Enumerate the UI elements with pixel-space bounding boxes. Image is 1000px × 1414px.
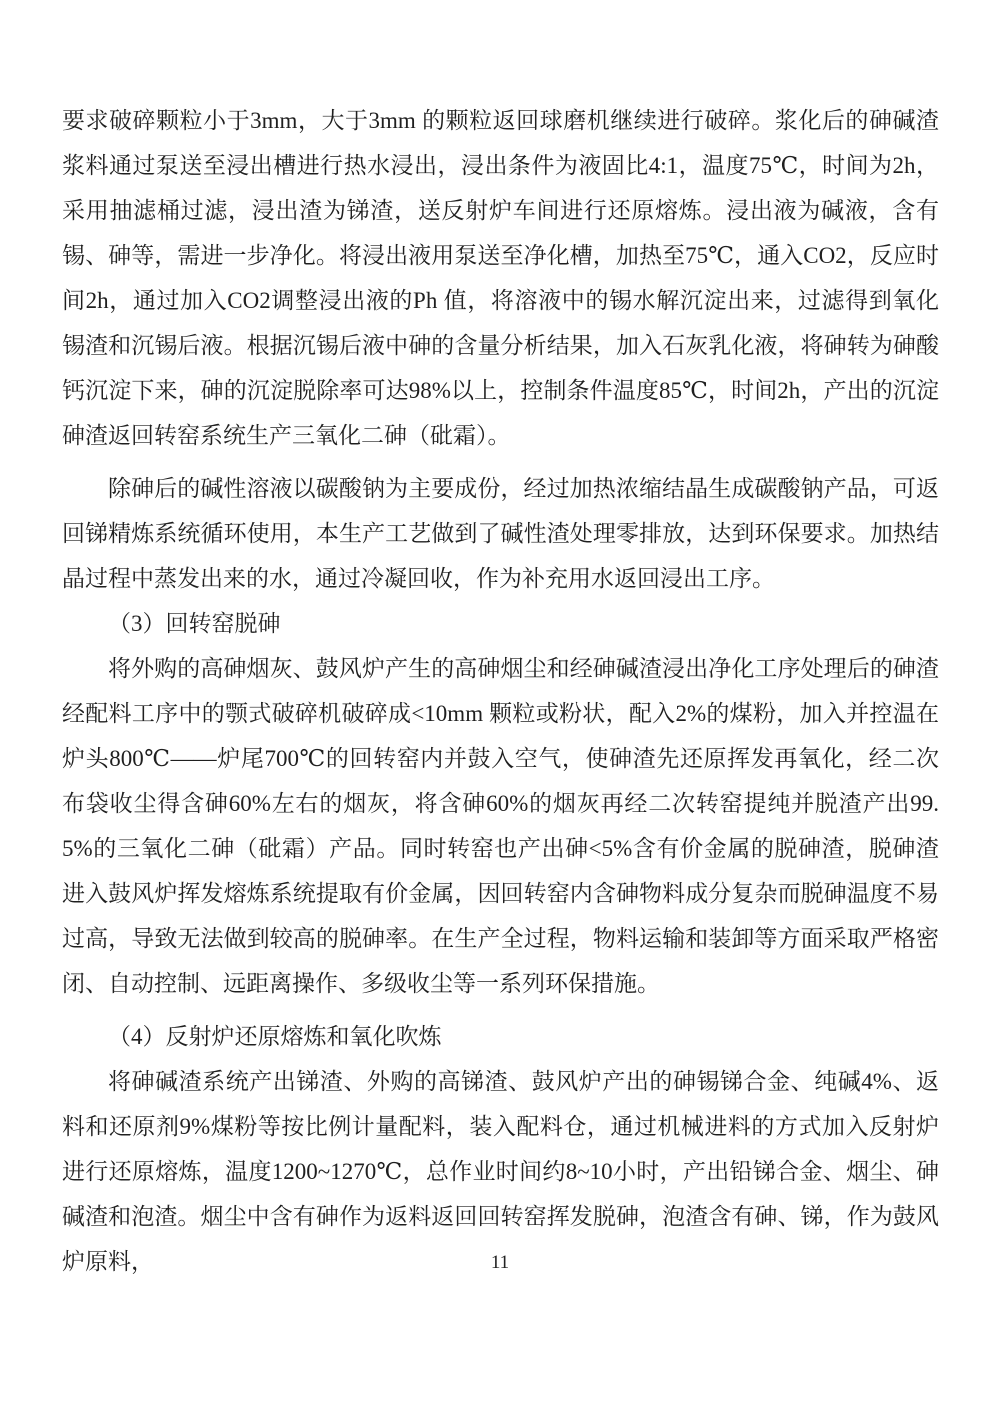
document-body (62, 98, 939, 1284)
paragraph-crushing-leaching-purification: 要求破碎颗粒小于3mm，大于3mm 的颗粒返回球磨机继续进行破碎。浆化后的砷碱渣浆料通过泵送至浸出槽进行热水浸出，浸出条件为液固比4:1，温度75℃，时间为2h，采用抽滤桶过滤，浸出渣为锑渣，送反射炉车间进行还原熔炼。浸出液为碱液，含有锡、砷等，需进一步净化。将浸出液用泵送至净化槽，加热至75℃，通入CO2，反应时间2h，通过加入CO2调整浸出液的Ph 值，将溶液中的锡水解沉淀出来，过滤得到氧化锡渣和沉锡后液。根据沉锡后液中砷的含量分析结果，加入石灰乳化液，将砷转为砷酸钙沉淀下来，砷的沉淀脱除率可达98%以上，控制条件温度85℃，时间2h，产出的沉淀砷渣返回转窑系统生产三氧化二砷（砒霜）。 (62, 108, 939, 448)
paragraph-reverberatory-smelting: 将砷碱渣系统产出锑渣、外购的高锑渣、鼓风炉产出的砷锡锑合金、纯碱4%、返料和还原剂9%煤粉等按比例计量配料，装入配料仓，通过机械进料的方式加入反射炉进行还原熔炼，温度1200~1270℃，总作业时间约8~10小时，产出铅锑合金、烟尘、砷碱渣和泡渣。烟尘中含有砷作为返料返回回转窑挥发脱砷，泡渣含有砷、锑，作为鼓风炉原料， (62, 1069, 939, 1274)
paragraph-rotary-kiln-process: 将外购的高砷烟灰、鼓风炉产生的高砷烟尘和经砷碱渣浸出净化工序处理后的砷渣经配料工序中的颚式破碎机破碎成<10mm 颗粒或粉状，配入2%的煤粉，加入并控温在炉头800℃——炉尾700℃的回转窑内并鼓入空气，使砷渣先还原挥发再氧化，经二次布袋收尘得含砷60%左右的烟灰，将含砷60%的烟灰再经二次转窑提纯并脱渣产出99.5%的三氧化二砷（砒霜）产品。同时转窑也产出砷<5%含有价金属的脱砷渣，脱砷渣进入鼓风炉挥发熔炼系统提取有价金属，因回转窑内含砷物料成分复杂而脱砷温度不易过高，导致无法做到较高的脱砷率。在生产全过程，物料运输和装卸等方面采取严格密闭、自动控制、远距离操作、多级收尘等一系列环保措施。 (62, 656, 939, 996)
page-number: 11 (490, 1252, 510, 1273)
section-heading-rotary-kiln-dearsenic: （3）回转窑脱砷 (108, 611, 281, 636)
paragraph-soda-ash-recovery: 除砷后的碱性溶液以碳酸钠为主要成份，经过加热浓缩结晶生成碳酸钠产品，可返回锑精炼系统循环使用，本生产工艺做到了碱性渣处理零排放，达到环保要求。加热结晶过程中蒸发出来的水，通过冷凝回收，作为补充用水返回浸出工序。 (62, 476, 939, 591)
section-heading-reverberatory-furnace: （4）反射炉还原熔炼和氧化吹炼 (108, 1024, 442, 1049)
page-footer (0, 1252, 1000, 1274)
